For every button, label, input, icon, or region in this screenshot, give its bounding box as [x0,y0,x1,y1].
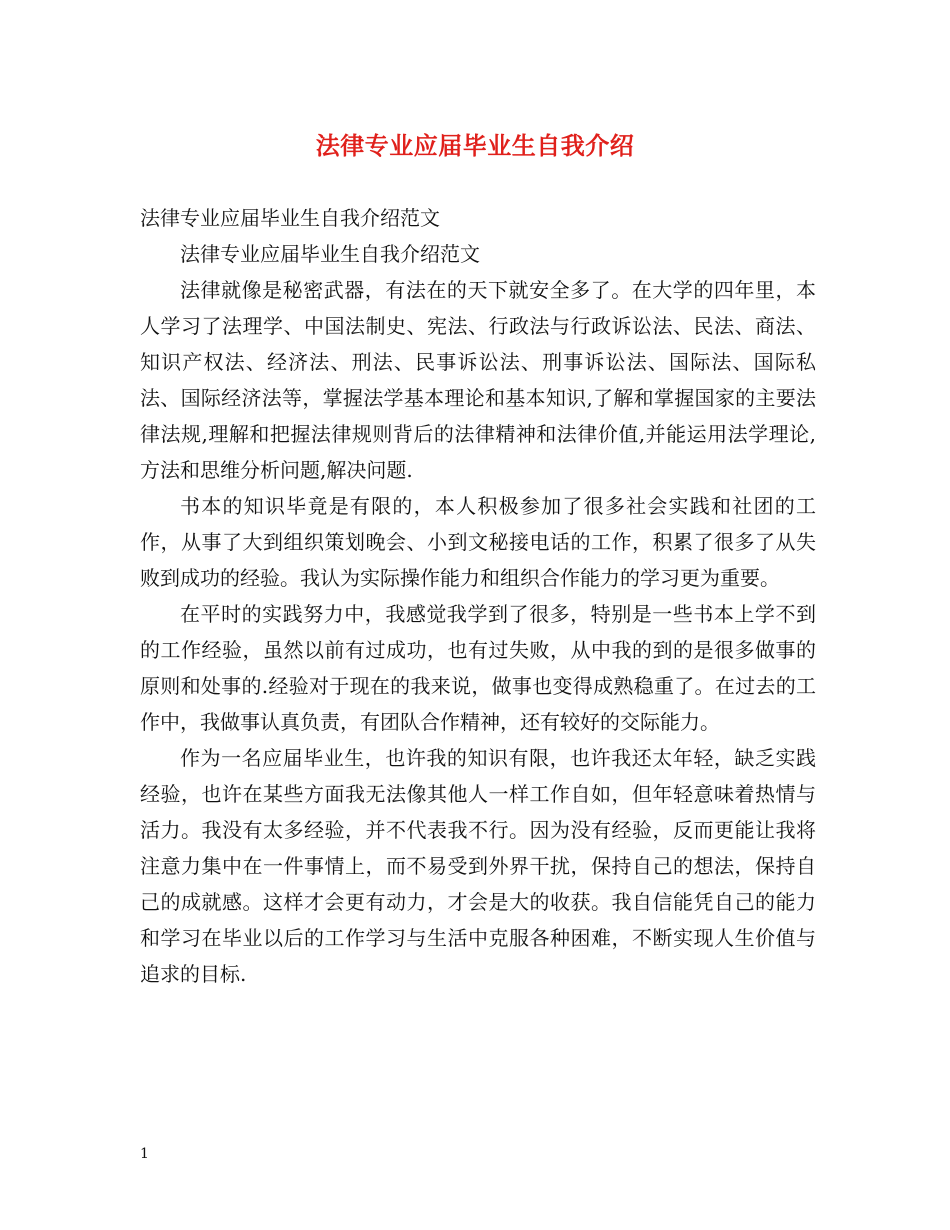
subtitle: 法律专业应届毕业生自我介绍范文 [140,206,440,230]
paragraph-4: 作为一名应届毕业生，也许我的知识有限，也许我还太年轻，缺乏实践经验，也许在某些方面我无法像其他人一样工作自如，但年轻意味着热情与活力。我没有太多经验，并不代表我不行。因为没有经验，反而更能让我将注意力集中在一件事情上，而不易受到外界干扰，保持自己的想法，保持自己的成就感。这样才会更有动力，才会是大的收获。我自信能凭自己的能力和学习在毕业以后的工作学习与生活中克服各种困难，不断实现人生价值与追求的目标. [140,746,816,986]
paragraph-1: 法律就像是秘密武器，有法在的天下就安全多了。在大学的四年里，本人学习了法理学、中国法制史、宪法、行政法与行政诉讼法、民法、商法、知识产权法、经济法、刑法、民事诉讼法、刑事诉讼法、国际法、国际私法、国际经济法等，掌握法学基本理论和基本知识,了解和掌握国家的主要法律法规,理解和把握法律规则背后的法律精神和法律价值,并能运用法学理论,方法和思维分析问题,解决问题. [140,278,816,482]
document-title: 法律专业应届毕业生自我介绍 [315,131,635,160]
paragraph-3: 在平时的实践努力中，我感觉我学到了很多，特别是一些书本上学不到的工作经验，虽然以前有过成功，也有过失败，从中我的到的是很多做事的原则和处事的.经验对于现在的我来说，做事也变得成熟稳重了。在过去的工作中，我做事认真负责，有团队合作精神，还有较好的交际能力。 [140,602,816,734]
page-number: 1 [140,1146,149,1162]
document-body [140,200,816,992]
paragraph-2: 书本的知识毕竟是有限的，本人积极参加了很多社会实践和社团的工作，从事了大到组织策划晚会、小到文秘接电话的工作，积累了很多了从失败到成功的经验。我认为实际操作能力和组织合作能力的学习更为重要。 [140,494,816,590]
section-heading: 法律专业应届毕业生自我介绍范文 [180,242,480,266]
